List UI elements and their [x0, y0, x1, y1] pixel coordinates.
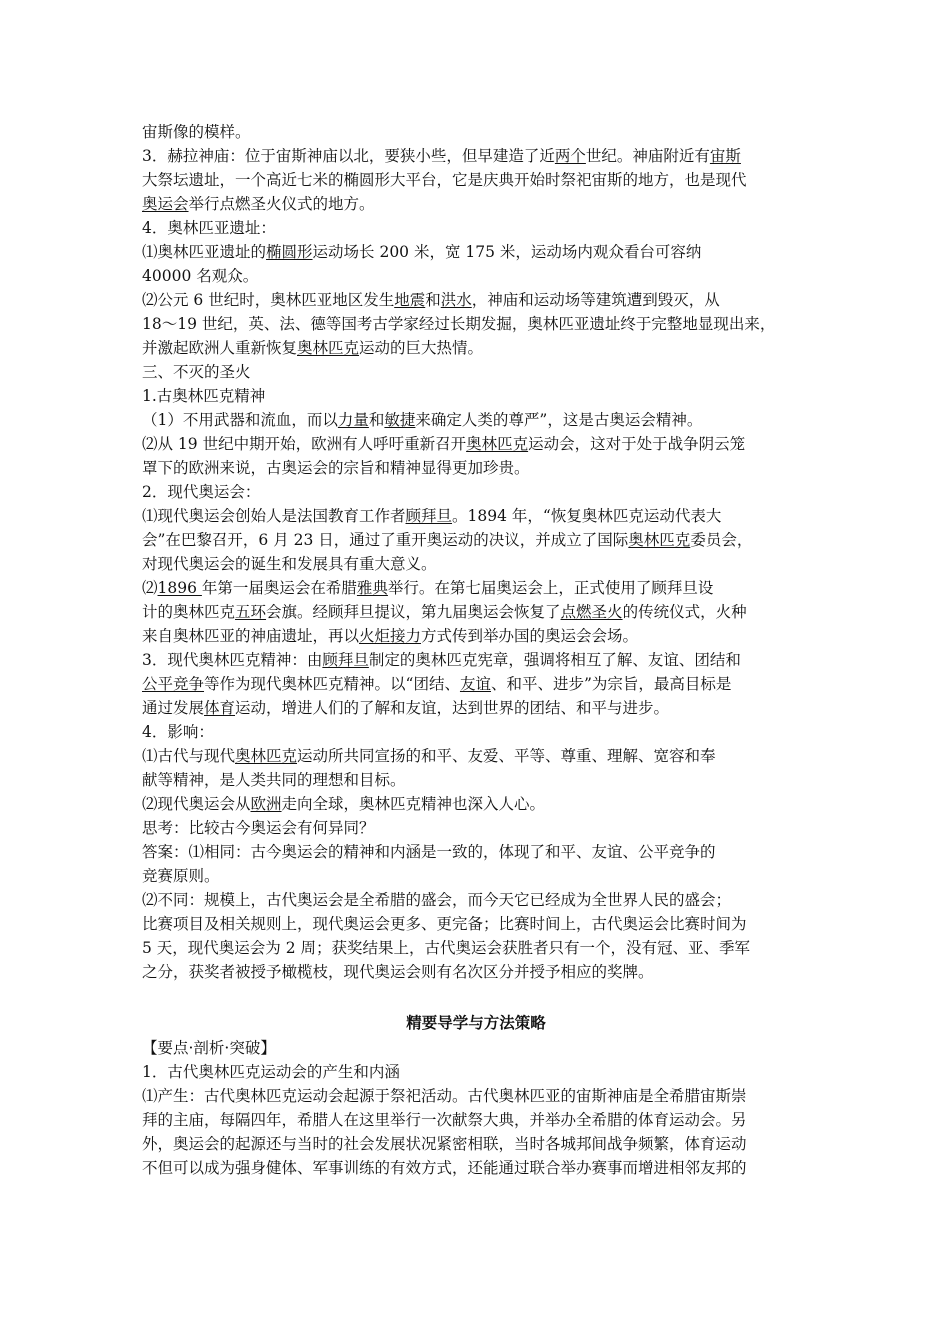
- text-line: [142, 1134, 747, 1154]
- underlined-term: 地震: [394, 291, 426, 309]
- text-run: 思考：比较古今奥运会有何异同？: [142, 819, 375, 837]
- text-run: （1）不用武器和流血，而以: [142, 411, 338, 429]
- underlined-term: 顾拜旦: [405, 507, 453, 525]
- text-run: 2．现代奥运会：: [142, 483, 261, 501]
- text-run: 大祭坛遗址，一个高近七米的椭圆形大平台，它是庆典开始时祭祀宙斯的地方，也是现代: [142, 171, 747, 189]
- underlined-term: 公平竞争: [142, 675, 205, 693]
- underlined-term: 1896: [157, 579, 202, 597]
- text-line: [142, 530, 752, 550]
- text-run: 世纪。神庙附近有: [585, 147, 710, 165]
- text-run: 对现代奥运会的诞生和发展具有重大意义。: [142, 555, 437, 573]
- text-line: [142, 866, 220, 886]
- text-run: 18～19 世纪，英、法、德等国考古学家经过长期发掘，奥林匹亚遗址终于完整地显现出来，: [142, 315, 776, 333]
- text-run: 委员会，: [690, 531, 753, 549]
- text-line: [142, 962, 654, 982]
- text-line: [142, 506, 721, 526]
- text-line: [142, 170, 747, 190]
- text-line: [142, 1038, 276, 1058]
- underlined-term: 洪水: [440, 291, 472, 309]
- text-run: 运动会，这对于处于战争阴云笼: [528, 435, 746, 453]
- underlined-term: 力量: [337, 411, 369, 429]
- text-run: 三、不灭的圣火: [142, 363, 251, 381]
- underlined-term: 奥林匹克: [466, 435, 529, 453]
- underlined-term: 奥林匹克: [235, 747, 298, 765]
- text-run: 会”在巴黎召开，6 月 23 日，通过了重开奥运动的决议，并成立了国际: [142, 531, 629, 549]
- underlined-term: 奥运会: [142, 195, 189, 213]
- text-run: ⑵: [142, 579, 158, 597]
- underlined-term: 五环: [235, 603, 267, 621]
- text-run: 不但可以成为强身健体、军事训练的有效方式，还能通过联合举办赛事而增进相邻友邦的: [142, 1159, 747, 1177]
- text-run: 通过发展: [142, 699, 205, 717]
- text-run: ⑵不同：规模上，古代奥运会是全希腊的盛会，而今天它已经成为全世界人民的盛会；: [142, 891, 732, 909]
- text-run: 罩下的欧洲来说，古奥运会的宗旨和精神显得更加珍贵。: [142, 459, 530, 477]
- text-line: [142, 1086, 747, 1106]
- text-run: 计的奥林匹克: [142, 603, 236, 621]
- text-run: 宙斯像的模样。: [142, 123, 251, 141]
- text-run: ⑵从 19 世纪中期开始，欧洲有人呼吁重新召开: [142, 435, 467, 453]
- text-line: [142, 482, 260, 502]
- underlined-term: 奥林匹克: [628, 531, 691, 549]
- text-run: ，神庙和运动场等建筑遭到毁灭，从: [471, 291, 720, 309]
- text-run: 竞赛原则。: [142, 867, 220, 885]
- text-run: 4．影响：: [142, 723, 214, 741]
- text-run: ⑴古代与现代: [142, 747, 236, 765]
- text-run: 运动的巨大热情。: [359, 339, 484, 357]
- text-run: 答案：⑴相同：古今奥运会的精神和内涵是一致的，体现了和平、友谊、公平竞争的: [142, 843, 716, 861]
- text-run: 比赛项目及相关规则上，现代奥运会更多、更完备；比赛时间上，古代奥运会比赛时间为: [142, 915, 747, 933]
- underlined-term: 点燃圣火: [560, 603, 623, 621]
- section-title: 精要导学与方法策略: [406, 1014, 546, 1032]
- text-run: ⑴产生：古代奥林匹克运动会起源于祭祀活动。古代奥林匹亚的宙斯神庙是全希腊宙斯崇: [142, 1087, 747, 1105]
- text-run: 来自奥林匹亚的神庙遗址，再以: [142, 627, 360, 645]
- text-run: 举行点燃圣火仪式的地方。: [188, 195, 375, 213]
- underlined-term: 火炬接力: [359, 627, 422, 645]
- text-run: 和: [368, 411, 385, 429]
- text-run: ⑵现代奥运会从: [142, 795, 251, 813]
- text-run: 运动所共同宣扬的和平、友爱、平等、尊重、理解、宽容和奉: [297, 747, 716, 765]
- text-line: [142, 554, 437, 574]
- text-run: 并激起欧洲人重新恢复: [142, 339, 298, 357]
- text-line: [142, 914, 747, 934]
- text-run: 3．赫拉神庙：位于宙斯神庙以北，要狭小些，但早建造了近: [142, 147, 555, 165]
- text-line: [142, 746, 716, 766]
- text-run: 等作为现代奥林匹克精神。以“团结、: [204, 675, 460, 693]
- underlined-term: 宙斯: [709, 147, 741, 165]
- underlined-term: 雅典: [356, 579, 388, 597]
- text-line: [142, 218, 276, 238]
- text-run: 的传统仪式，火种: [622, 603, 747, 621]
- text-run: 举行。在第七届奥运会上，正式使用了顾拜旦设: [387, 579, 714, 597]
- text-line: [142, 674, 731, 694]
- text-line: [142, 1062, 400, 1082]
- text-run: 和: [425, 291, 441, 309]
- text-line: [142, 626, 638, 646]
- text-run: 来确定人类的尊严”，这是古奥运会精神。: [415, 411, 703, 429]
- underlined-term: 体育: [204, 699, 236, 717]
- text-line: [142, 938, 750, 958]
- text-line: [142, 194, 375, 214]
- text-line: [142, 266, 258, 286]
- text-line: [142, 1110, 747, 1130]
- underlined-term: 敏捷: [384, 411, 416, 429]
- text-run: ⑵公元 6 世纪时，奥林匹亚地区发生: [142, 291, 395, 309]
- text-line: [142, 890, 731, 910]
- text-line: [142, 434, 745, 454]
- text-line: [142, 290, 720, 310]
- underlined-term: 顾拜旦: [322, 651, 369, 669]
- text-line: [142, 602, 747, 622]
- text-run: 之分，获奖者被授予橄榄枝，现代奥运会则有名次区分并授予相应的奖牌。: [142, 963, 654, 981]
- text-line: [142, 146, 741, 166]
- text-line: [142, 242, 701, 262]
- text-line: [142, 362, 251, 382]
- underlined-term: 两个: [554, 147, 586, 165]
- text-line: [142, 650, 741, 670]
- text-line: [142, 458, 530, 478]
- text-run: 5 天，现代奥运会为 2 周；获奖结果上，古代奥运会获胜者只有一个，没有冠、亚、季军: [142, 939, 751, 957]
- text-run: ⑴奥林匹亚遗址的: [142, 243, 267, 261]
- text-run: 制定的奥林匹克宪章，强调将相互了解、友谊、团结和: [368, 651, 741, 669]
- text-run: ⑴现代奥运会创始人是法国教育工作者: [142, 507, 406, 525]
- text-line: [142, 338, 483, 358]
- underlined-term: 奥林匹克: [297, 339, 360, 357]
- text-line: [142, 1158, 747, 1178]
- text-run: 献等精神，是人类共同的理想和目标。: [142, 771, 406, 789]
- text-run: 运动场长 200 米，宽 175 米，运动场内观众看台可容纳: [312, 243, 702, 261]
- text-run: 会旗。经顾拜旦提议，第九届奥运会恢复了: [266, 603, 561, 621]
- text-run: 、和平、进步”为宗旨，最高目标是: [490, 675, 732, 693]
- text-line: [142, 842, 716, 862]
- text-line: [142, 698, 669, 718]
- underlined-term: 欧洲: [250, 795, 282, 813]
- text-run: 【要点·剖析·突破】: [142, 1039, 276, 1057]
- text-line: [142, 122, 251, 142]
- text-run: 年第一届奥运会在希腊: [201, 579, 357, 597]
- text-run: 拜的主庙，每隔四年，希腊人在这里举行一次献祭大典，并举办全希腊的体育运动会。另: [142, 1111, 747, 1129]
- text-line: [142, 794, 545, 814]
- text-line: [142, 722, 214, 742]
- text-run: 3．现代奥林匹克精神：由: [142, 651, 323, 669]
- text-line: [142, 314, 775, 334]
- text-run: 。1894 年，“恢复奥林匹克运动代表大: [452, 507, 722, 525]
- text-line: [142, 578, 713, 598]
- text-run: 外，奥运会的起源还与当时的社会发展状况紧密相联，当时各城邦间战争频繁，体育运动: [142, 1135, 747, 1153]
- text-line: [142, 770, 406, 790]
- underlined-term: 友谊: [459, 675, 491, 693]
- text-run: 40000 名观众。: [142, 267, 259, 285]
- text-run: 走向全球，奥林匹克精神也深入人心。: [281, 795, 546, 813]
- text-run: 运动，增进人们的了解和友谊，达到世界的团结、和平与进步。: [235, 699, 670, 717]
- text-run: 1．古代奥林匹克运动会的产生和内涵: [142, 1063, 400, 1081]
- text-line: [142, 818, 375, 838]
- text-run: 方式传到举办国的奥运会会场。: [421, 627, 639, 645]
- underlined-term: 椭圆形: [266, 243, 313, 261]
- text-line: [142, 410, 702, 430]
- text-run: 4．奥林匹亚遗址：: [142, 219, 276, 237]
- text-line: [142, 386, 265, 406]
- text-run: 1.古奥林匹克精神: [142, 387, 266, 405]
